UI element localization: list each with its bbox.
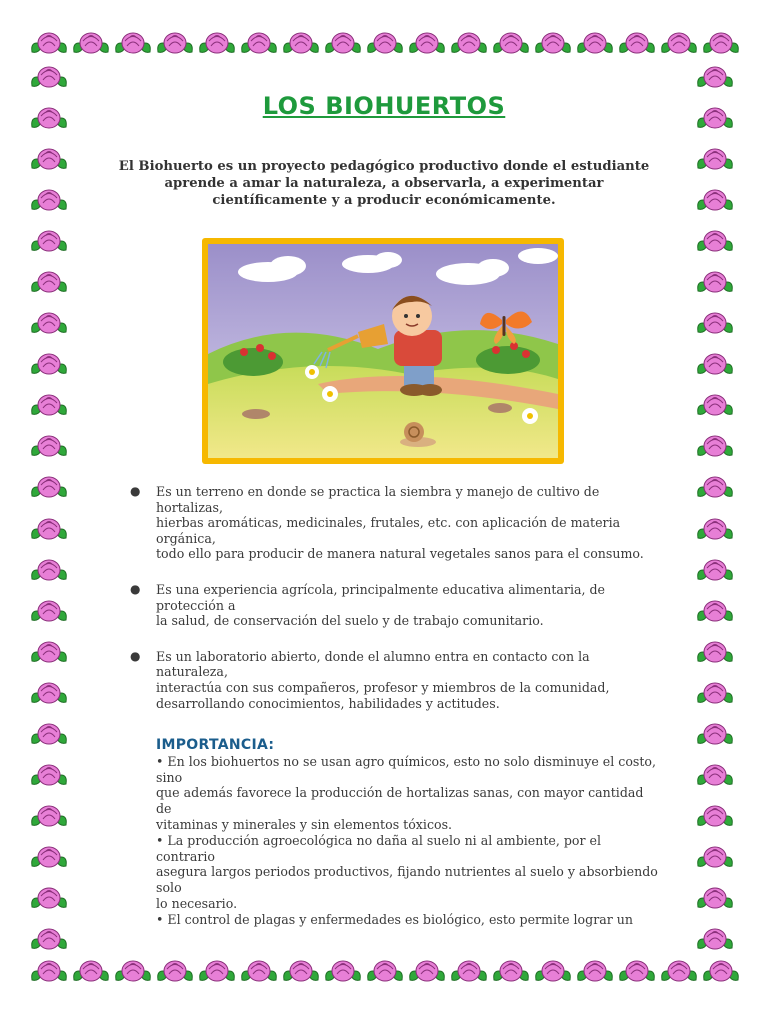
floral-border-right: [694, 60, 738, 960]
rose-icon: [112, 26, 154, 64]
list-item-line: Es una experiencia agrícola, principalmente educativa alimentaria, de protección a: [156, 581, 606, 613]
bullet-list: [130, 484, 660, 731]
rose-icon: [28, 429, 70, 467]
rose-icon: [28, 183, 70, 221]
list-item-line: Es un laboratorio abierto, donde el alumno entra en contacto con la naturaleza,: [156, 648, 590, 680]
importance-line: • En los biohuertos no se usan agro químicos, esto no solo disminuye el costo, sino: [156, 753, 657, 785]
bullet-dot: ●: [130, 484, 141, 498]
rose-icon: [694, 881, 736, 919]
rose-icon: [28, 388, 70, 426]
rose-icon: [154, 26, 196, 64]
rose-icon: [694, 553, 736, 591]
rose-icon: [694, 142, 736, 180]
rose-icon: [322, 26, 364, 64]
floral-border-top: [28, 26, 740, 70]
rose-icon: [694, 635, 736, 673]
rose-icon: [694, 512, 736, 550]
rose-icon: [658, 26, 700, 64]
rose-icon: [532, 954, 574, 992]
importance-line: • La producción agroecológica no daña al suelo ni al ambiente, por el contrario: [156, 832, 602, 864]
rose-icon: [70, 26, 112, 64]
rose-icon: [694, 183, 736, 221]
list-item-line: la salud, de conservación del suelo y de trabajo comunitario.: [156, 613, 544, 629]
rose-icon: [28, 142, 70, 180]
illustration-frame: [202, 238, 564, 464]
floral-border-left: [28, 60, 72, 960]
importance-heading: IMPORTANCIA:: [156, 737, 275, 753]
importance-line: asegura largos periodos productivos, fijando nutrientes al suelo y absorbiendo solo: [156, 864, 658, 896]
rose-icon: [490, 26, 532, 64]
rose-icon: [28, 676, 70, 714]
rose-icon: [364, 954, 406, 992]
list-item: [130, 649, 660, 711]
rose-icon: [28, 553, 70, 591]
importance-section: [156, 738, 660, 928]
child-watering-garden-illustration: [208, 244, 558, 458]
rose-icon: [28, 347, 70, 385]
list-item-line: hierbas aromáticas, medicinales, frutales, etc. con aplicación de materia orgánica,: [156, 515, 621, 546]
rose-icon: [238, 954, 280, 992]
rose-icon: [694, 799, 736, 837]
rose-icon: [694, 717, 736, 755]
rose-icon: [694, 388, 736, 426]
rose-icon: [112, 954, 154, 992]
rose-icon: [280, 26, 322, 64]
rose-icon: [364, 26, 406, 64]
rose-icon: [694, 429, 736, 467]
floral-border-bottom: [28, 954, 740, 998]
bullet-dot: ●: [130, 648, 141, 663]
rose-icon: [28, 594, 70, 632]
list-item-line: Es un terreno en donde se practica la siembra y manejo de cultivo de hortalizas,: [156, 484, 600, 515]
rose-icon: [694, 306, 736, 344]
rose-icon: [406, 26, 448, 64]
rose-icon: [196, 954, 238, 992]
rose-icon: [28, 717, 70, 755]
rose-icon: [322, 954, 364, 992]
rose-icon: [694, 676, 736, 714]
rose-icon: [28, 224, 70, 262]
importance-line: vitaminas y minerales y sin elementos tóxicos.: [156, 816, 453, 832]
list-item-line: interactúa con sus compañeros, profesor y miembros de la comunidad,: [156, 679, 610, 695]
rose-icon: [280, 954, 322, 992]
rose-icon: [196, 26, 238, 64]
rose-icon: [694, 922, 736, 960]
rose-icon: [694, 594, 736, 632]
rose-icon: [28, 922, 70, 960]
importance-line: lo necesario.: [156, 895, 238, 911]
rose-icon: [694, 224, 736, 262]
rose-icon: [700, 26, 742, 64]
rose-icon: [28, 265, 70, 303]
rose-icon: [694, 265, 736, 303]
rose-icon: [694, 347, 736, 385]
rose-icon: [70, 954, 112, 992]
bullet-dot: ●: [130, 581, 141, 596]
rose-icon: [574, 954, 616, 992]
rose-icon: [694, 758, 736, 796]
importance-line: • El control de plagas y enfermedades es biológico, esto permite lograr un: [156, 911, 633, 927]
rose-icon: [238, 26, 280, 64]
rose-icon: [28, 840, 70, 878]
list-item-line: todo ello para producir de manera natural vegetales sanos para el consumo.: [156, 546, 644, 562]
list-item-line: desarrollando conocimientos, habilidades y actitudes.: [156, 695, 500, 711]
intro-paragraph: El Biohuerto es un proyecto pedagógico productivo donde el estudiante aprende a amar la naturaleza, a observarla, a experimentar científicamente y a producir económicamente.: [118, 159, 650, 208]
rose-icon: [694, 470, 736, 508]
rose-icon: [490, 954, 532, 992]
rose-icon: [28, 881, 70, 919]
importance-line: que además favorece la producción de hortalizas sanas, con mayor cantidad de: [156, 785, 644, 817]
rose-icon: [406, 954, 448, 992]
rose-icon: [28, 635, 70, 673]
rose-icon: [694, 840, 736, 878]
rose-icon: [28, 512, 70, 550]
rose-icon: [532, 26, 574, 64]
rose-icon: [448, 954, 490, 992]
rose-icon: [574, 26, 616, 64]
rose-icon: [28, 306, 70, 344]
rose-icon: [448, 26, 490, 64]
page-title: LOS BIOHUERTOS: [262, 92, 506, 120]
list-item: [130, 582, 660, 629]
list-item: [130, 484, 660, 562]
rose-icon: [28, 758, 70, 796]
rose-icon: [28, 26, 70, 64]
rose-icon: [616, 26, 658, 64]
rose-icon: [28, 470, 70, 508]
rose-icon: [616, 954, 658, 992]
rose-icon: [154, 954, 196, 992]
rose-icon: [28, 799, 70, 837]
